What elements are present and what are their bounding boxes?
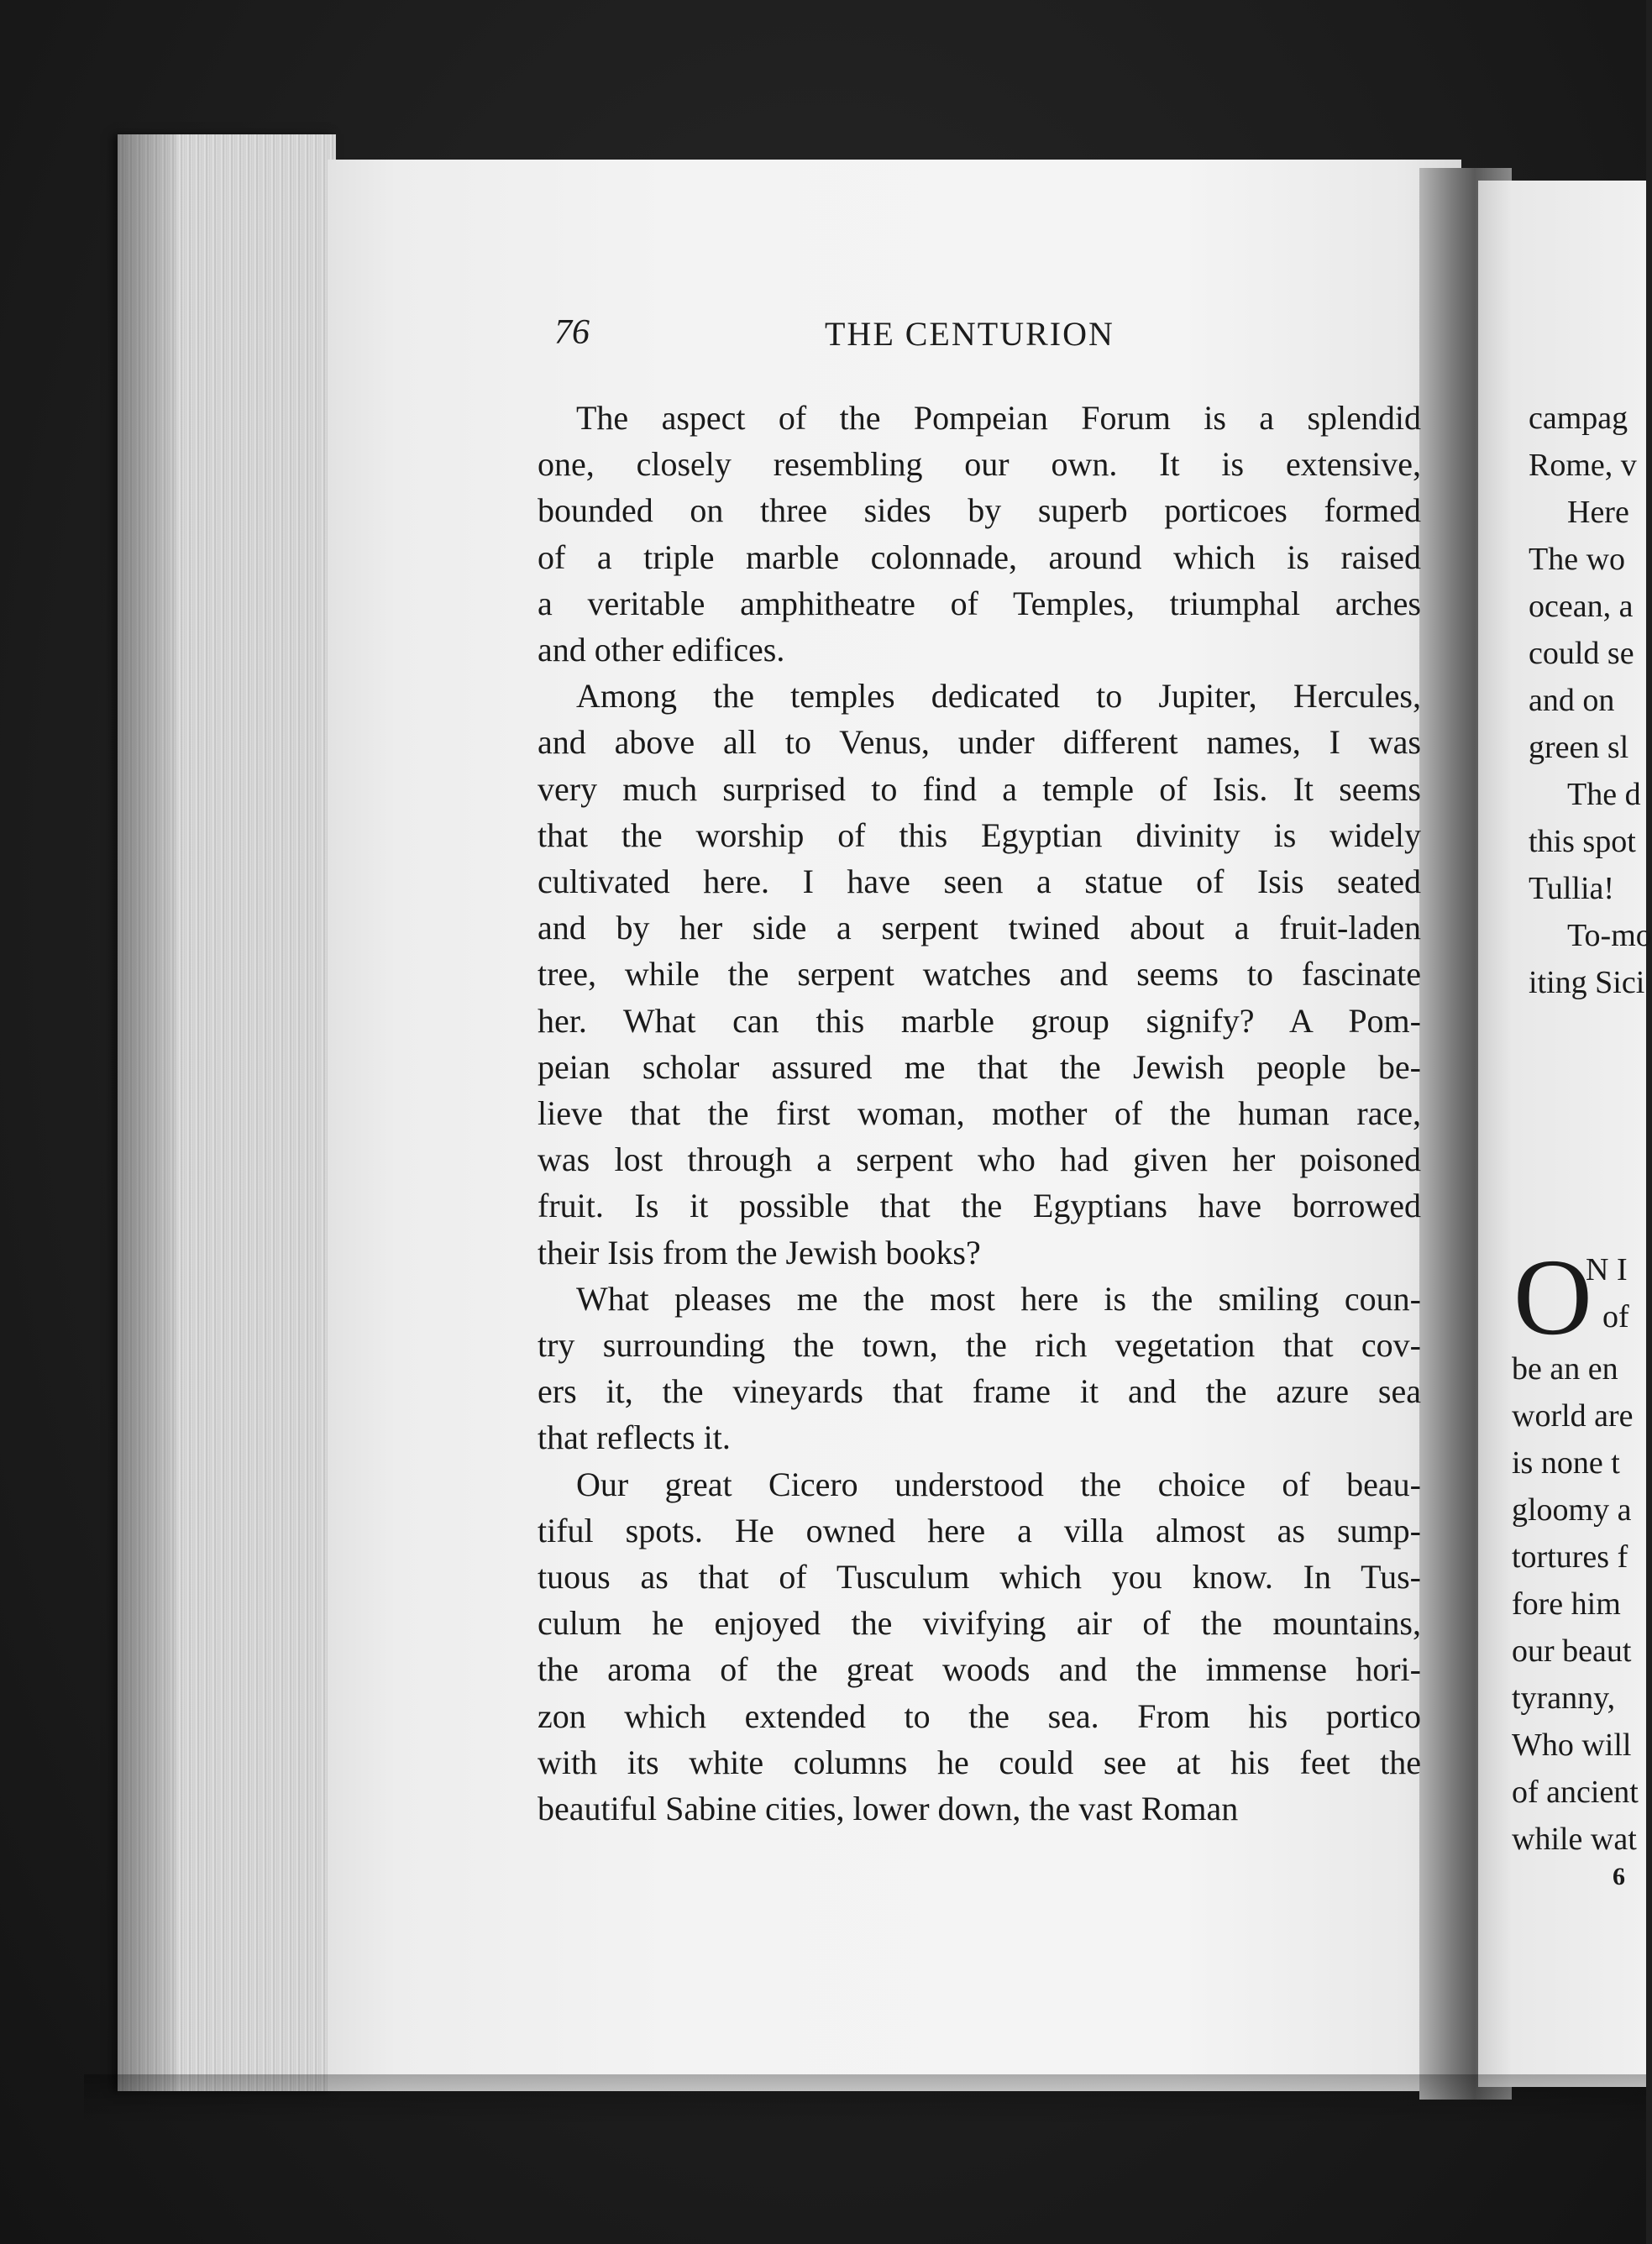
- text-line: and other edifices.: [538, 631, 785, 669]
- chapter-line: fore him: [1512, 1586, 1621, 1622]
- chapter-line: tortures f: [1512, 1539, 1628, 1575]
- text-line: The aspect of the Pompeian Forum is a splendid: [576, 399, 1421, 437]
- text-line: very much surprised to find a temple of Isis. It seems: [538, 769, 1421, 808]
- text-line: was lost through a serpent who had given her poisoned: [538, 1140, 1421, 1179]
- text-line: ers it, the vineyards that frame it and the azure sea: [538, 1372, 1421, 1411]
- paragraph: [538, 395, 1421, 673]
- right-page-line: The wo: [1529, 542, 1626, 577]
- text-line: and by her side a serpent twined about a fruit-laden: [538, 909, 1421, 947]
- right-page-line: campag: [1529, 401, 1628, 436]
- text-line: lieve that the first woman, mother of the human race,: [538, 1094, 1421, 1133]
- chapter-opening: [1512, 1237, 1646, 1857]
- text-line: that reflects it.: [538, 1418, 731, 1457]
- text-line: peian scholar assured me that the Jewish people be-: [538, 1047, 1421, 1086]
- text-line: with its white columns he could see at his feet the: [538, 1743, 1421, 1781]
- chapter-line: tyranny,: [1512, 1680, 1616, 1716]
- text-line: tuous as that of Tusculum which you know. In Tus-: [538, 1558, 1421, 1596]
- chapter-line: of ancient: [1512, 1775, 1639, 1810]
- right-page-line: The d: [1567, 777, 1641, 812]
- text-line: one, closely resembling our own. It is extensive,: [538, 445, 1421, 484]
- right-page-line: Tullia!: [1529, 871, 1615, 906]
- chapter-second-line: of: [1602, 1299, 1629, 1334]
- right-page-line: could se: [1529, 636, 1634, 671]
- chapter-line: while wat: [1512, 1822, 1637, 1857]
- text-line: try surrounding the town, the rich vegetation that cov-: [538, 1326, 1421, 1365]
- text-line: tiful spots. He owned here a villa almost as sump-: [538, 1511, 1421, 1549]
- text-line: the aroma of the great woods and the immense hori-: [538, 1650, 1421, 1689]
- right-page-line: Rome, v: [1529, 448, 1637, 483]
- paragraph: [538, 1276, 1421, 1461]
- text-line: fruit. Is it possible that the Egyptians have borrowed: [538, 1187, 1421, 1225]
- right-page-line: iting Sici: [1529, 965, 1645, 1000]
- text-line: culum he enjoyed the vivifying air of the mountains,: [538, 1604, 1421, 1643]
- running-title: THE CENTURION: [825, 315, 1114, 353]
- text-line: cultivated here. I have seen a statue of Isis seated: [538, 862, 1421, 901]
- text-line: What pleases me the most here is the smiling coun-: [576, 1279, 1421, 1318]
- right-page-line: To-mo: [1567, 918, 1652, 953]
- page-edges: [118, 134, 336, 2091]
- right-page-line: Here: [1567, 495, 1629, 530]
- text-line: bounded on three sides by superb porticoes formed: [538, 491, 1421, 530]
- text-line: their Isis from the Jewish books?: [538, 1233, 981, 1271]
- drop-cap: O: [1513, 1237, 1592, 1358]
- running-header: [554, 312, 1428, 363]
- text-line: a veritable amphitheatre of Temples, triumphal arches: [538, 584, 1421, 622]
- chapter-line: our beaut: [1512, 1633, 1632, 1669]
- text-line: her. What can this marble group signify? A Pom-: [538, 1001, 1421, 1040]
- chapter-lines: [1512, 1345, 1639, 1863]
- text-line: Among the temples dedicated to Jupiter, Hercules,: [576, 677, 1421, 716]
- chapter-line: Who will: [1512, 1728, 1632, 1763]
- text-line: tree, while the serpent watches and seems to fascinate: [538, 955, 1421, 994]
- chapter-line: is none t: [1512, 1445, 1620, 1481]
- chapter-line: gloomy a: [1512, 1492, 1632, 1528]
- paragraph: [538, 1461, 1421, 1832]
- body-text: [538, 395, 1421, 1832]
- right-page-line: and on: [1529, 683, 1615, 718]
- page-number: 76: [554, 313, 590, 352]
- page-bottom-shadow: [84, 2074, 1646, 2125]
- paragraph: [538, 673, 1421, 1276]
- text-line: of a triple marble colonnade, around which is raised: [538, 537, 1421, 576]
- chapter-first-line: N I: [1586, 1252, 1628, 1287]
- text-line: Our great Cicero understood the choice of beau-: [576, 1465, 1421, 1503]
- text-line: zon which extended to the sea. From his portico: [538, 1696, 1421, 1735]
- chapter-line: world are: [1512, 1398, 1634, 1434]
- right-page-text: [1529, 395, 1652, 1006]
- text-line: that the worship of this Egyptian divinity is widely: [538, 815, 1421, 854]
- right-page-line: this spot: [1529, 824, 1636, 859]
- chapter-line: be an en: [1512, 1351, 1618, 1387]
- signature-mark: 6: [1613, 1863, 1625, 1890]
- text-line: and above all to Venus, under different names, I was: [538, 723, 1421, 762]
- text-line: beautiful Sabine cities, lower down, the vast Roman: [538, 1790, 1239, 1828]
- right-page-line: ocean, a: [1529, 589, 1634, 624]
- right-page-line: green sl: [1529, 730, 1629, 765]
